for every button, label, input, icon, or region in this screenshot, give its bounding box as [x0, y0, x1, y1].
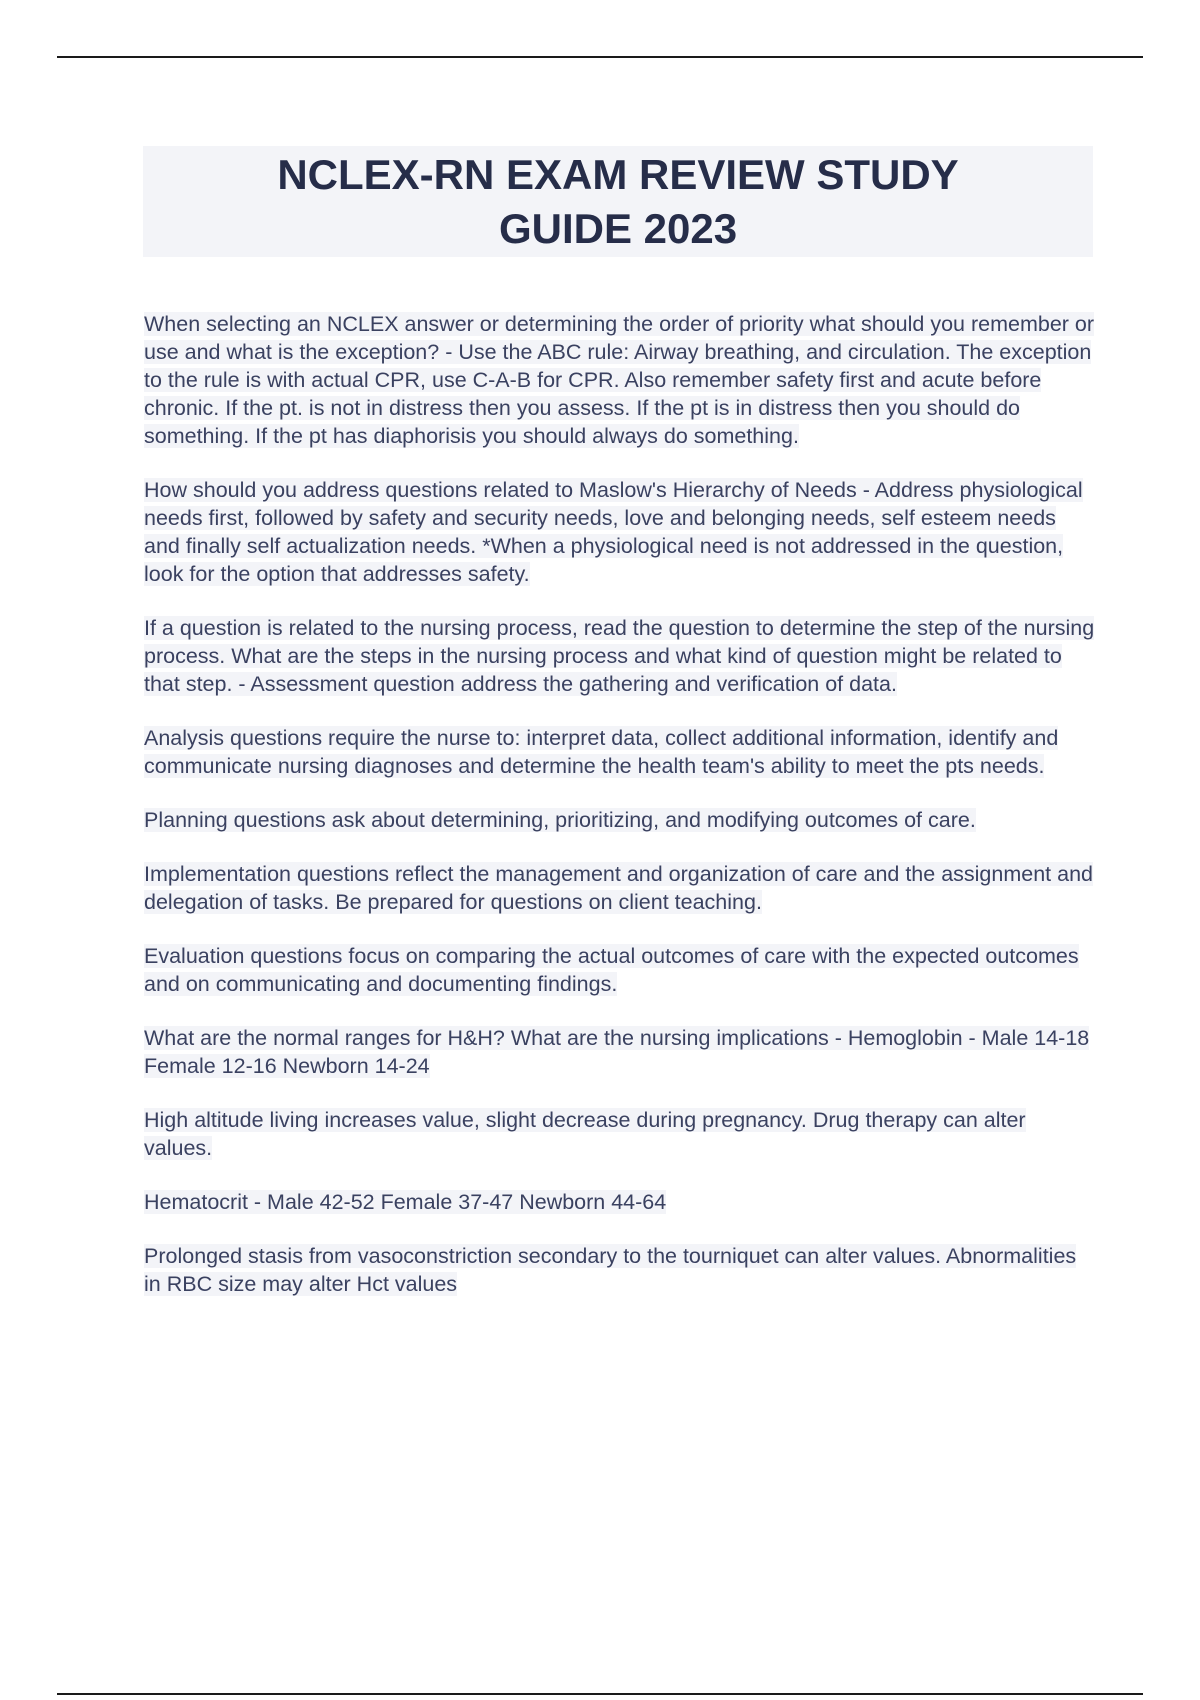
paragraph-abc-priority: When selecting an NCLEX answer or determining the order of priority what should you remember or use and what is the exception? - Use the ABC rule: Airway breathing, and circulation. The exception to the rule is with actual CPR, use C-A-B for CPR. Also remember safety first and acute before chronic. If the pt. is not in distress then you assess. If the pt is in distress then you should do something. If the pt has diaphorisis you should always do something. [144, 312, 1095, 448]
paragraph-hematocrit: Hematocrit - Male 42-52 Female 37-47 Newborn 44-64 [144, 1190, 667, 1214]
paragraph-stasis: Prolonged stasis from vasoconstriction secondary to the tourniquet can alter values. Abnormalities in RBC size may alter Hct values [144, 1244, 1077, 1296]
document-title: NCLEX-RN EXAM REVIEW STUDY GUIDE 2023 [277, 150, 959, 252]
paragraph-altitude: High altitude living increases value, slight decrease during pregnancy. Drug therapy can alter values. [144, 1108, 1026, 1160]
paragraph-implementation: Implementation questions reflect the management and organization of care and the assignment and delegation of tasks. Be prepared for questions on client teaching. [144, 862, 1093, 914]
header-rule [57, 56, 1143, 58]
paragraph-nursing-process: If a question is related to the nursing process, read the question to determine the step of the nursing process. What are the steps in the nursing process and what kind of question might be related to that step. - Assessment question address the gathering and verification of data. [144, 616, 1095, 696]
paragraph-maslow: How should you address questions related to Maslow's Hierarchy of Needs - Address physiological needs first, followed by safety and security needs, love and belonging needs, self esteem needs and finally self actualization needs. *When a physiological need is not addressed in the question, look for the option that addresses safety. [144, 478, 1083, 586]
footer-rule [57, 1693, 1143, 1695]
paragraph-evaluation: Evaluation questions focus on comparing the actual outcomes of care with the expected outcomes and on communicating and documenting findings. [144, 944, 1079, 996]
paragraph-planning: Planning questions ask about determining, prioritizing, and modifying outcomes of care. [144, 808, 976, 832]
paragraph-analysis: Analysis questions require the nurse to: interpret data, collect additional information, identify and communicate nursing diagnoses and determine the health team's ability to meet the pts needs. [144, 726, 1059, 778]
title-banner [143, 146, 1093, 257]
paragraph-hemoglobin: What are the normal ranges for H&H? What are the nursing implications - Hemoglobin - Male 14-18 Female 12-16 Newborn 14-24 [144, 1026, 1090, 1078]
document-body [144, 310, 1096, 1324]
